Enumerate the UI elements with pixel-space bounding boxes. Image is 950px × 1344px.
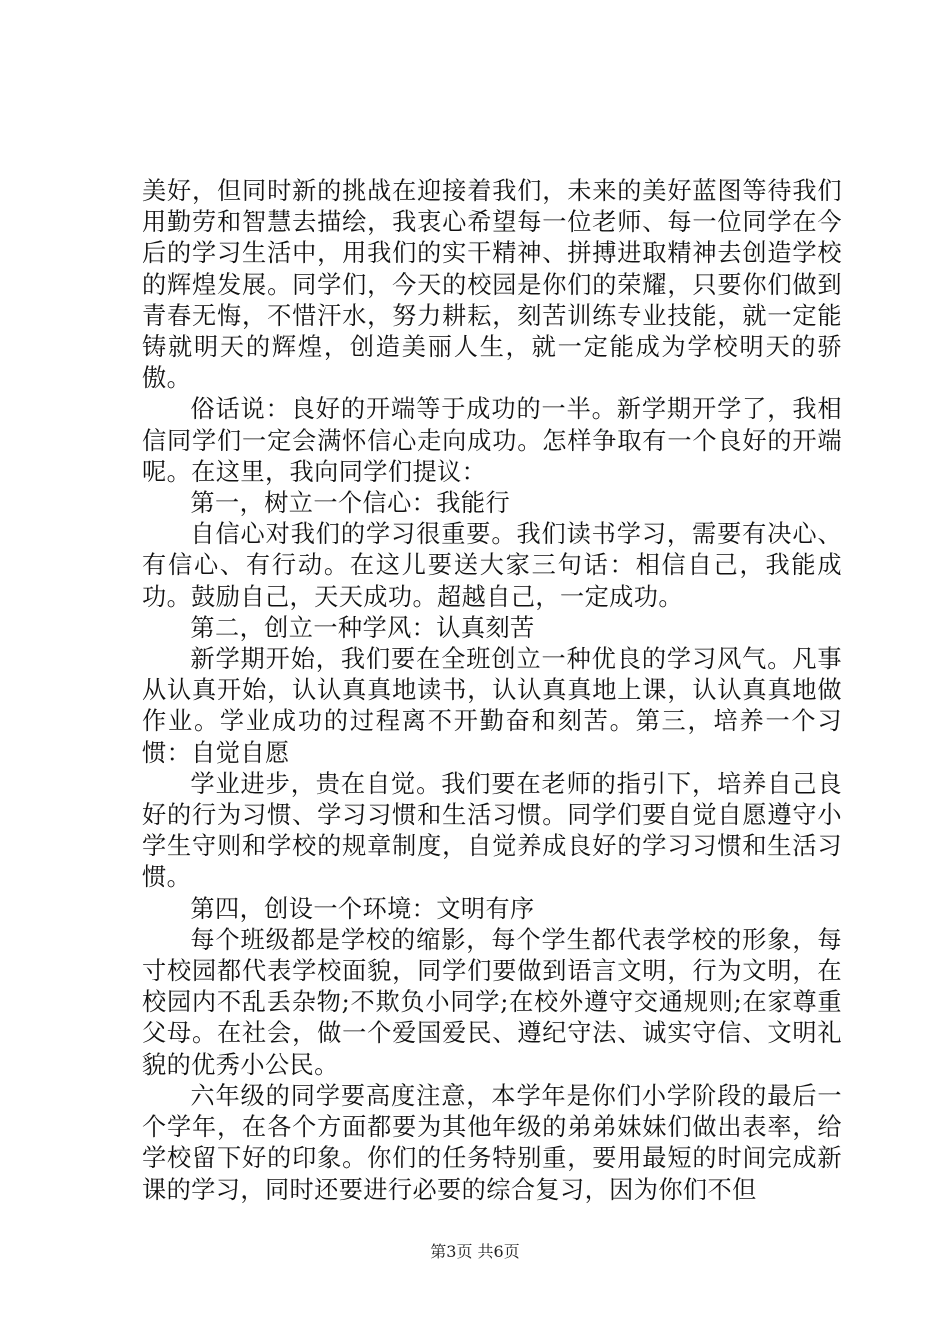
page-footer: 第3页 共6页 (430, 1242, 520, 1261)
paragraph: 美好，但同时新的挑战在迎接着我们，未来的美好蓝图等待我们用勤劳和智慧去描绘，我衷心希望每一位老师、每一位同学在今后的学习生活中，用我们的实干精神、拼搏进取精神去创造学校的辉煌发展。同学们，今天的校园是你们的荣耀，只要你们做到青春无悔，不惜汗水，努力耕耘，刻苦训练专业技能，就一定能铸就明天的辉煌，创造美丽人生，就一定能成为学校明天的骄傲。 (142, 177, 842, 393)
body-text (142, 176, 842, 1206)
paragraph: 六年级的同学要高度注意，本学年是你们小学阶段的最后一个学年，在各个方面都要为其他年级的弟弟妹妹们做出表率，给学校留下好的印象。你们的任务特别重，要用最短的时间完成新课的学习，同时还要进行必要的综合复习，因为你们不但 (142, 1081, 842, 1204)
section-heading: 第二，创立一种学风：认真刻苦 (190, 613, 535, 642)
paragraph: 新学期开始，我们要在全班创立一种优良的学习风气。凡事从认真开始，认认真真地读书，认认真真地上课，认认真真地做作业。学业成功的过程离不开勤奋和刻苦。第三，培养一个习惯：自觉自愿 (142, 645, 842, 767)
paragraph: 学业进步，贵在自觉。我们要在老师的指引下，培养自己良好的行为习惯、学习习惯和生活习惯。同学们要自觉自愿遵守小学生守则和学校的规章制度，自觉养成良好的学习习惯和生活习惯。 (142, 769, 842, 892)
paragraph: 自信心对我们的学习很重要。我们读书学习，需要有决心、有信心、有行动。在这儿要送大家三句话：相信自己，我能成功。鼓励自己，天天成功。超越自己，一定成功。 (142, 520, 842, 611)
paragraph: 俗话说：良好的开端等于成功的一半。新学期开学了，我相信同学们一定会满怀信心走向成功。怎样争取有一个良好的开端呢。在这里，我向同学们提议： (142, 395, 842, 486)
section-heading: 第一，树立一个信心：我能行 (190, 489, 511, 518)
section-heading: 第四，创设一个环境：文明有序 (190, 894, 535, 923)
paragraph: 每个班级都是学校的缩影，每个学生都代表学校的形象，每寸校园都代表学校面貌，同学们要做到语言文明，行为文明，在校园内不乱丢杂物;不欺负小同学;在校外遵守交通规则;在家尊重父母。在社会，做一个爱国爱民、遵纪守法、诚实守信、文明礼貌的优秀小公民。 (142, 925, 842, 1079)
